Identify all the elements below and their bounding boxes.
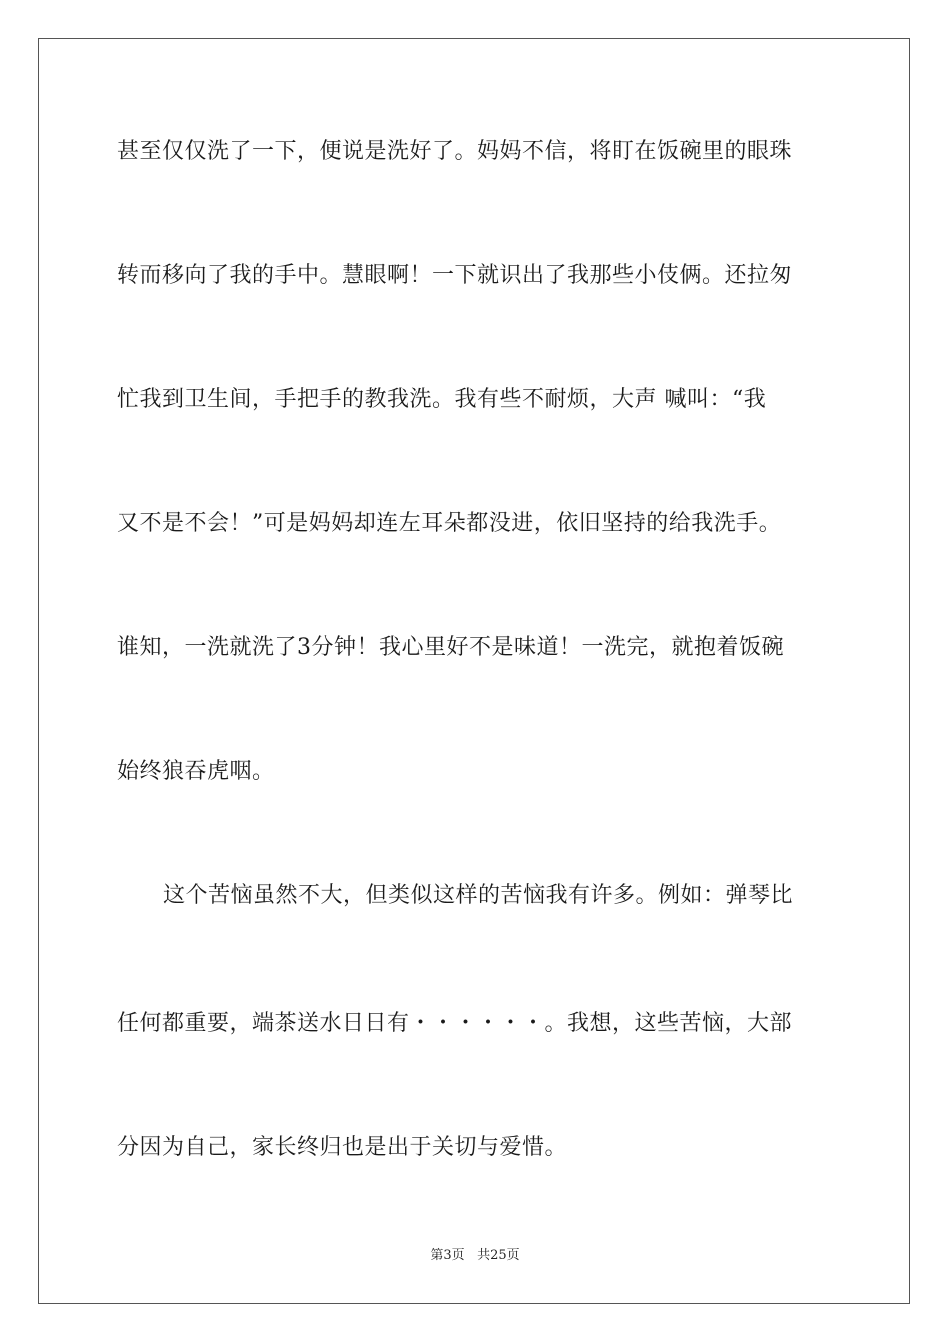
text-line-1: 甚至仅仅洗了一下，便说是洗好了。妈妈不信，将盯在饭碗里的眼珠: [117, 139, 793, 164]
page-footer: [0, 1248, 950, 1264]
text-line-9: 分因为自己，家长终归也是出于关切与爱惜。: [117, 1135, 568, 1160]
text-line-6: 始终狼吞虎咽。: [117, 759, 275, 784]
text-line-3: 忙我到卫生间，手把手的教我洗。我有些不耐烦，大声 喊叫：“我: [117, 387, 767, 412]
text-line-4: 又不是不会！”可是妈妈却连左耳朵都没进，依旧坚持的给我洗手。: [117, 511, 782, 536]
text-line-2: 转而移向了我的手中。慧眼啊！一下就识出了我那些小伎俩。还拉匆: [117, 263, 793, 288]
text-line-7: 这个苦恼虽然不大，但类似这样的苦恼我有许多。例如：弹琴比: [163, 883, 794, 908]
text-line-5: 谁知，一洗就洗了3分钟！我心里好不是味道！一洗完，就抱着饭碗: [117, 635, 784, 660]
page-border: [38, 38, 910, 1304]
page-number: 第3页: [430, 1248, 465, 1263]
text-line-8: 任何都重要，端茶送水日日有・・・・・・。我想，这些苦恼，大部: [117, 1011, 793, 1036]
page-total: 共25页: [477, 1248, 520, 1263]
